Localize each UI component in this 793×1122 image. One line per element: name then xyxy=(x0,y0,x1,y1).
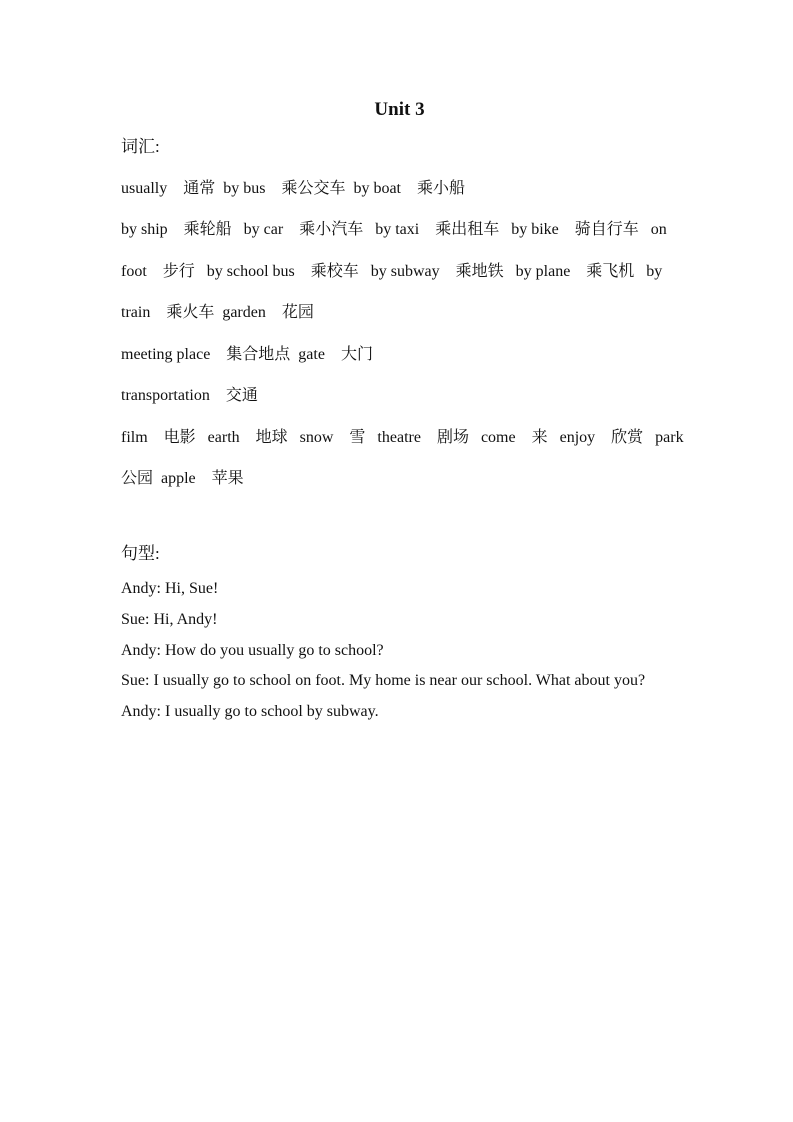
page-title: Unit 3 xyxy=(374,99,425,120)
dialogue-line: Andy: Hi, Sue! xyxy=(121,580,219,597)
vocab-line: film 电影 earth 地球 snow 雪 theatre 剧场 come 来 enjoy 欣赏 park xyxy=(121,428,684,446)
vocab-line: 公园 apple 苹果 xyxy=(121,470,244,487)
dialogue-line: Sue: I usually go to school on foot. My home is near our school. What about you? xyxy=(121,672,646,690)
vocab-line: foot 步行 by school bus 乘校车 by subway 乘地铁 by plane 乘飞机 by xyxy=(121,262,663,280)
vocab-line: train 乘火车 garden 花园 xyxy=(121,304,314,321)
dialogue-line: Andy: I usually go to school by subway. xyxy=(121,703,379,721)
vocab-line: meeting place 集合地点 gate 大门 xyxy=(121,345,373,363)
vocab-line: transportation 交通 xyxy=(121,387,258,404)
vocab-line: by ship 乘轮船 by car 乘小汽车 by taxi 乘出租车 by bike 骑自行车 on xyxy=(121,221,667,238)
vocab-section-heading: 词汇: xyxy=(121,137,160,156)
sentence-section-heading: 句型: xyxy=(121,543,160,563)
dialogue-line: Andy: How do you usually go to school? xyxy=(121,641,384,659)
dialogue-line: Sue: Hi, Andy! xyxy=(121,610,218,628)
vocab-line: usually 通常 by bus 乘公交车 by boat 乘小船 xyxy=(121,179,465,197)
